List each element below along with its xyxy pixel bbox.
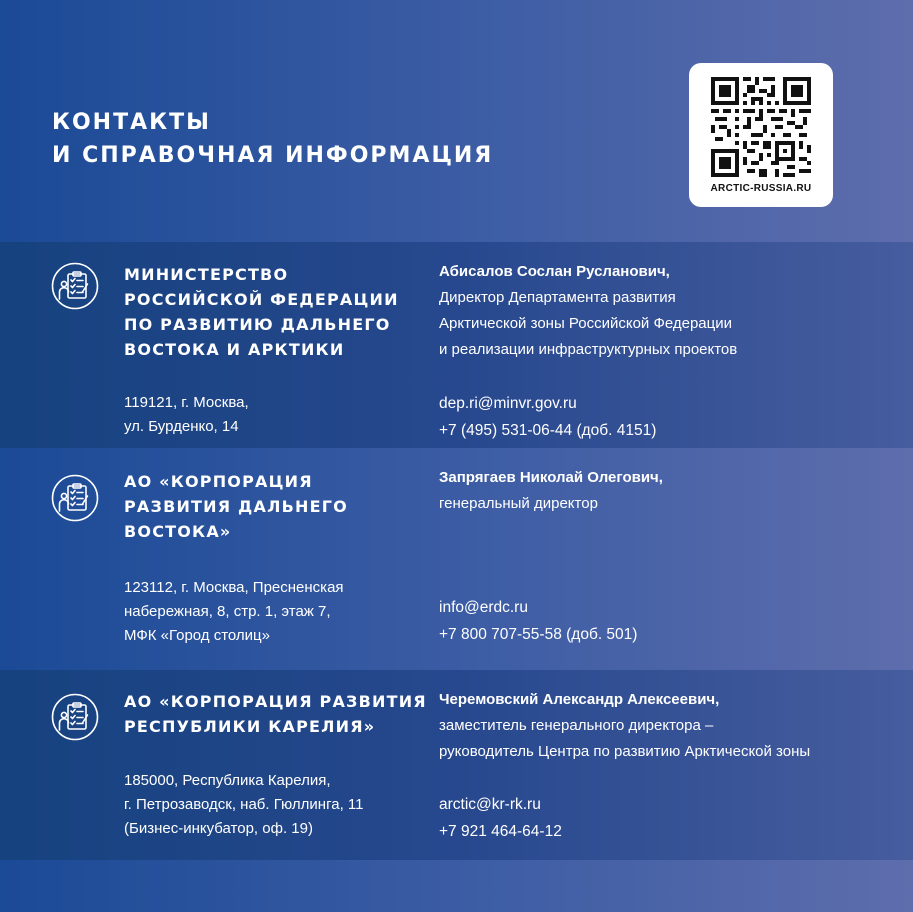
email-link[interactable]: arctic@kr-rk.ru bbox=[439, 796, 541, 813]
org-name-line: РЕСПУБЛИКИ КАРЕЛИЯ» bbox=[124, 717, 376, 736]
address-line: ул. Бурденко, 14 bbox=[124, 418, 239, 435]
address-line: (Бизнес-инкубатор, оф. 19) bbox=[124, 820, 313, 837]
address-line: МФК «Город столиц» bbox=[124, 627, 270, 644]
clipboard-checklist-person-icon bbox=[51, 262, 99, 310]
org-name-line: РОССИЙСКОЙ ФЕДЕРАЦИИ bbox=[124, 290, 399, 309]
email-link[interactable]: dep.ri@minvr.gov.ru bbox=[439, 395, 577, 412]
qr-caption[interactable]: ARCTIC-RUSSIA.RU bbox=[710, 183, 812, 194]
contact-details bbox=[439, 594, 637, 648]
phone-link[interactable]: +7 800 707-55-58 (доб. 501) bbox=[439, 626, 638, 643]
email-link[interactable]: info@erdc.ru bbox=[439, 599, 528, 616]
title-line-1: КОНТАКТЫ bbox=[52, 110, 211, 135]
address-line: 185000, Республика Карелия, bbox=[124, 772, 331, 789]
person-name: Черемовский Александр Алексеевич, bbox=[439, 691, 720, 708]
contact-details bbox=[439, 390, 656, 444]
contact-details bbox=[439, 791, 562, 845]
person-title-line: генеральный директор bbox=[439, 495, 598, 512]
page-title bbox=[52, 106, 493, 172]
address-line: 123112, г. Москва, Пресненская bbox=[124, 579, 344, 596]
org-name bbox=[124, 689, 427, 739]
qr-code-icon bbox=[711, 77, 811, 177]
org-address bbox=[124, 769, 363, 841]
org-name-line: АО «КОРПОРАЦИЯ РАЗВИТИЯ bbox=[124, 692, 427, 711]
address-line: г. Петрозаводск, наб. Гюллинга, 11 bbox=[124, 796, 364, 813]
contact-person bbox=[439, 465, 663, 517]
org-name-line: ВОСТОКА И АРКТИКИ bbox=[124, 340, 345, 359]
org-address bbox=[124, 391, 249, 439]
address-line: набережная, 8, стр. 1, этаж 7, bbox=[124, 603, 331, 620]
org-name bbox=[124, 469, 348, 544]
clipboard-checklist-person-icon bbox=[51, 474, 99, 522]
person-title-line: Директор Департамента развития bbox=[439, 289, 676, 306]
person-title-line: Арктической зоны Российской Федерации bbox=[439, 315, 732, 332]
person-title-line: заместитель генерального директора – bbox=[439, 717, 714, 734]
org-name-line: ВОСТОКА» bbox=[124, 522, 232, 541]
address-line: 119121, г. Москва, bbox=[124, 394, 249, 411]
org-address bbox=[124, 576, 344, 648]
qr-code-card[interactable] bbox=[689, 63, 833, 207]
org-name-line: РАЗВИТИЯ ДАЛЬНЕГО bbox=[124, 497, 348, 516]
person-name: Абисалов Сослан Русланович, bbox=[439, 263, 670, 280]
person-title-line: руководитель Центра по развитию Арктической зоны bbox=[439, 743, 811, 760]
title-line-2: И СПРАВОЧНАЯ ИНФОРМАЦИЯ bbox=[52, 143, 494, 168]
org-name-line: ПО РАЗВИТИЮ ДАЛЬНЕГО bbox=[124, 315, 391, 334]
contact-person bbox=[439, 687, 810, 765]
person-name: Запрягаев Николай Олегович, bbox=[439, 469, 663, 486]
phone-link[interactable]: +7 (495) 531-06-44 (доб. 4151) bbox=[439, 422, 657, 439]
org-name-line: АО «КОРПОРАЦИЯ bbox=[124, 472, 313, 491]
contact-person bbox=[439, 259, 737, 363]
clipboard-checklist-person-icon bbox=[51, 693, 99, 741]
phone-link[interactable]: +7 921 464-64-12 bbox=[439, 823, 562, 840]
org-name bbox=[124, 262, 399, 362]
org-name-line: МИНИСТЕРСТВО bbox=[124, 265, 289, 284]
person-title-line: и реализации инфраструктурных проектов bbox=[439, 341, 738, 358]
